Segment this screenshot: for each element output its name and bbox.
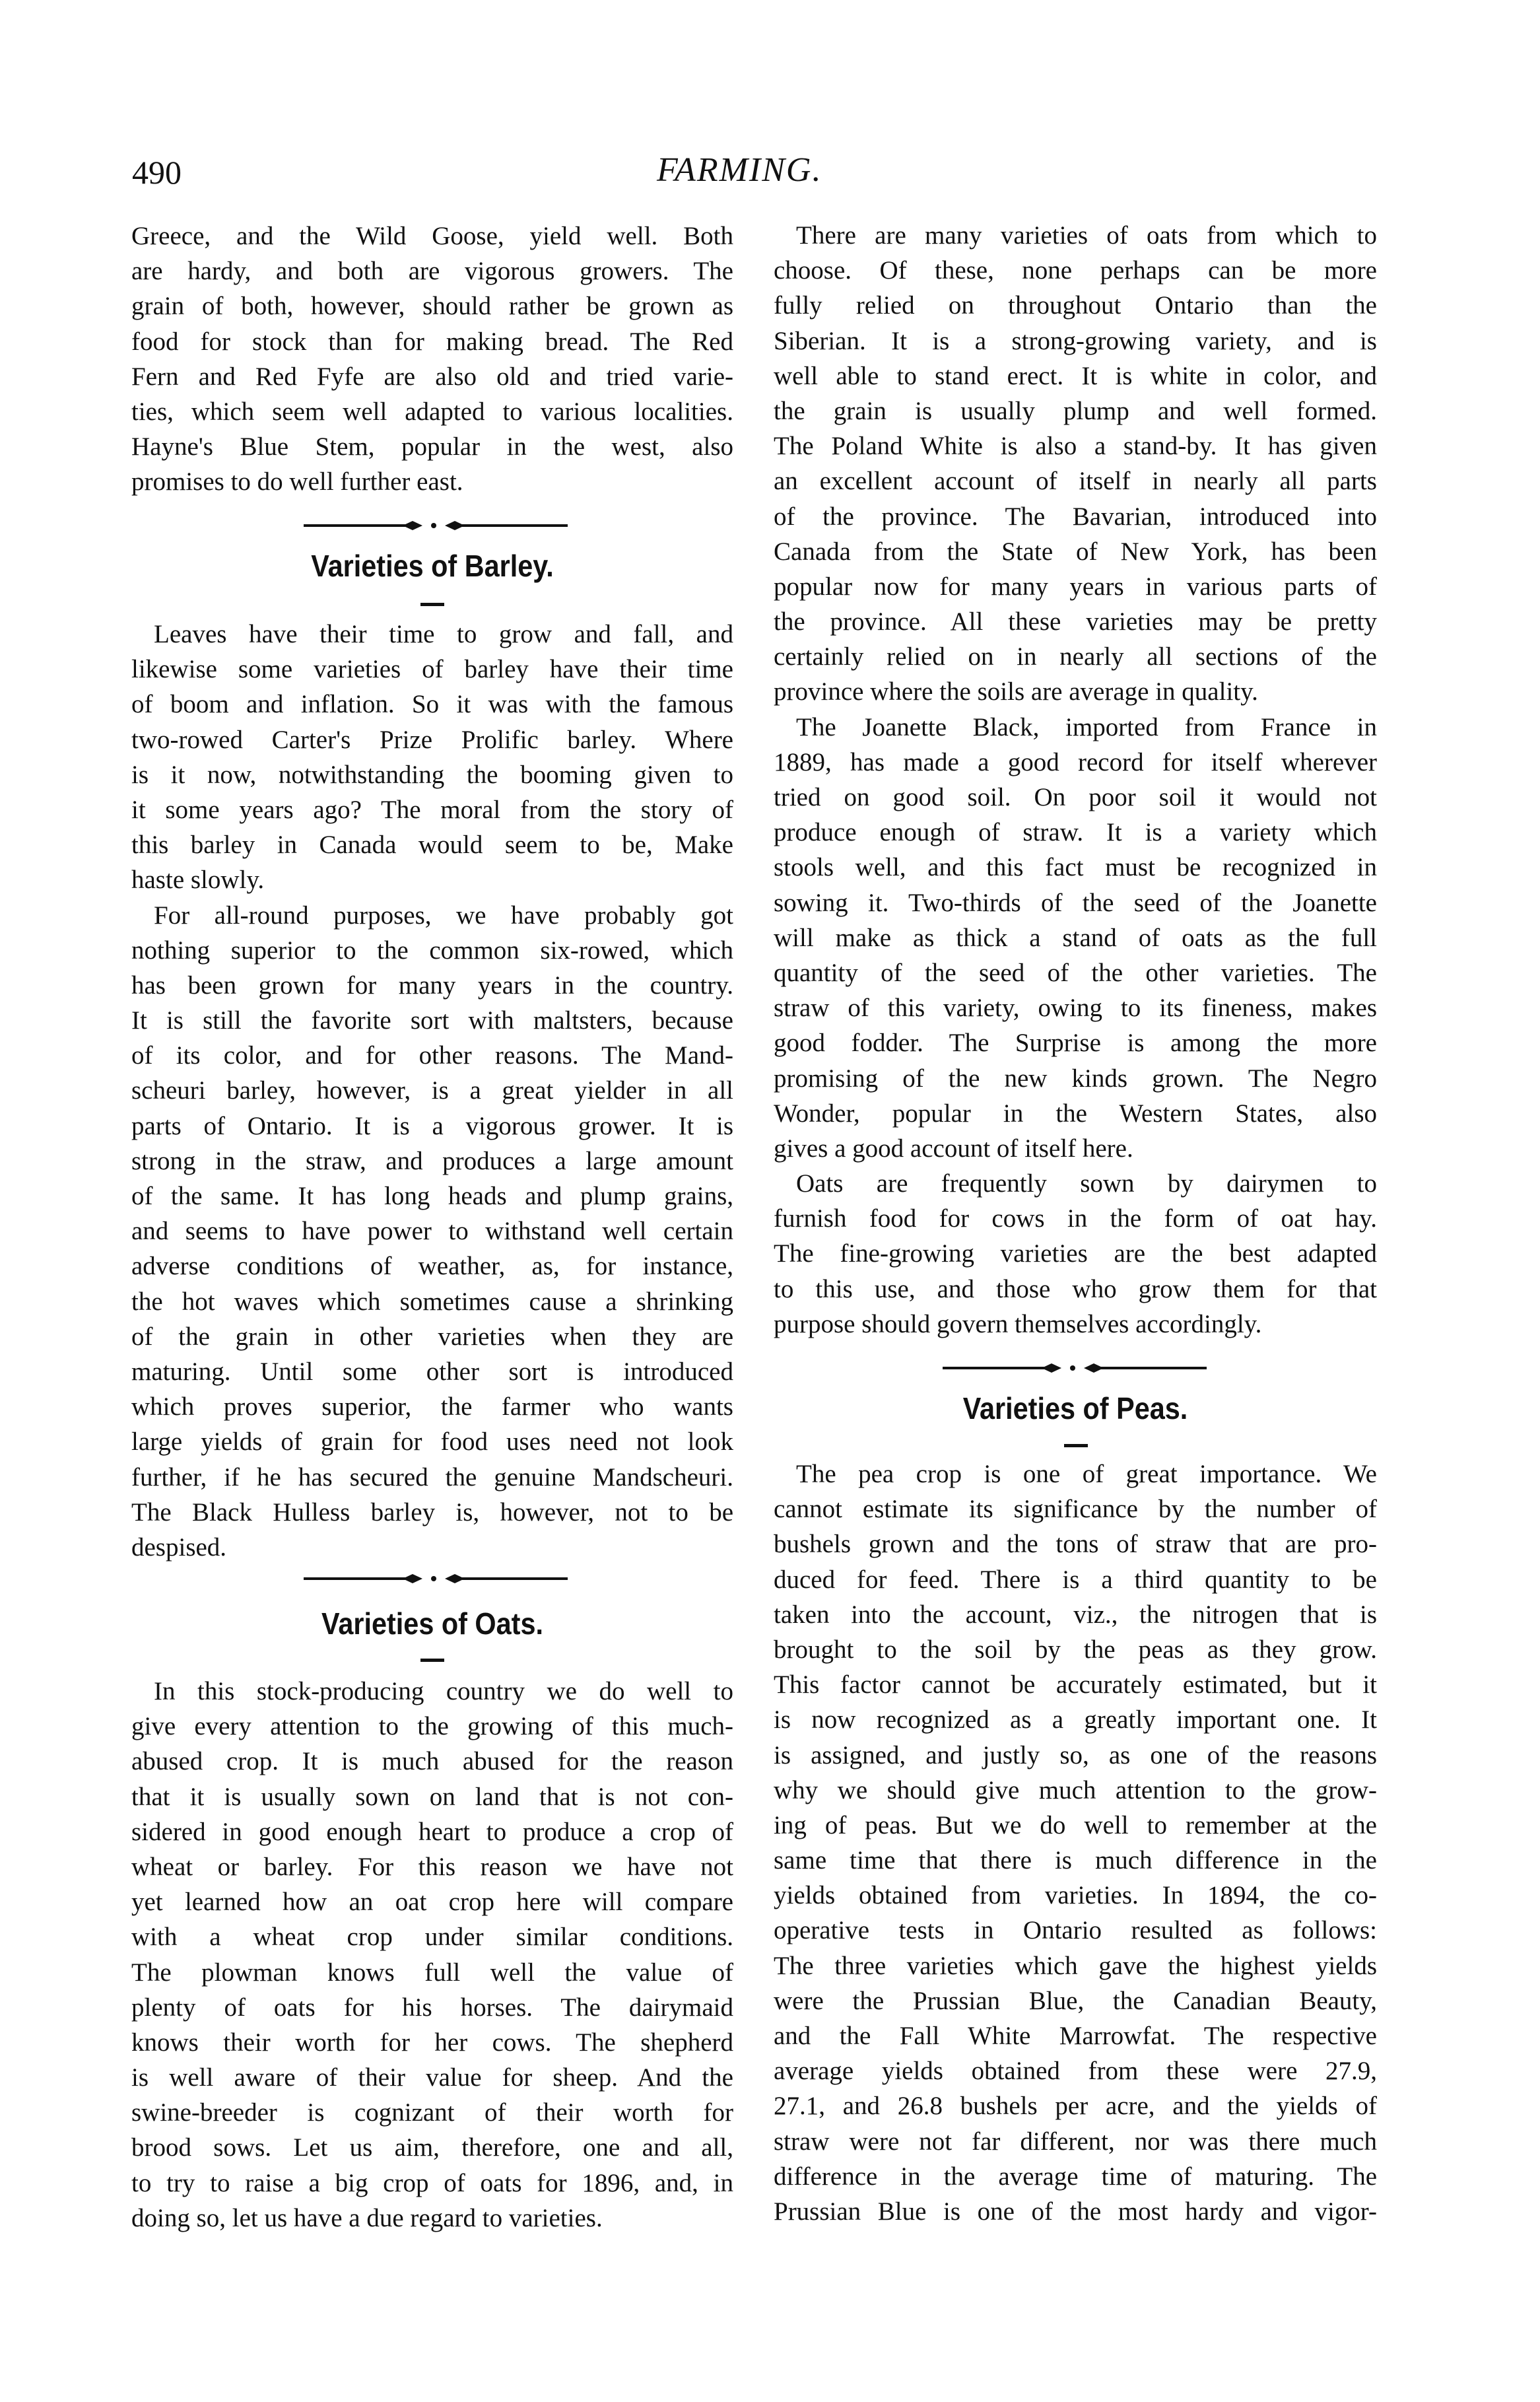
- running-title: FARMING.: [657, 151, 822, 189]
- text-line: same time that there is much difference in the: [774, 1846, 1377, 1875]
- text-line: furnish food for cows in the form of oat hay.: [774, 1204, 1377, 1233]
- text-line: promising of the new kinds grown. The Negro: [774, 1064, 1377, 1093]
- text-line: the hot waves which sometimes cause a shrinking: [131, 1287, 733, 1316]
- text-line: ties, which seem well adapted to various localities.: [131, 397, 733, 426]
- text-line: For all-round purposes, we have probably got: [154, 901, 733, 930]
- text-line: doing so, let us have a due regard to varieties.: [131, 2203, 603, 2232]
- text-line: is assigned, and justly so, as one of the reasons: [774, 1740, 1377, 1769]
- text-line: the province. All these varieties may be pretty: [774, 607, 1377, 636]
- text-line: will make as thick a stand of oats as the full: [774, 923, 1377, 952]
- text-line: The Black Hulless barley is, however, not to be: [131, 1497, 733, 1527]
- text-line: cannot estimate its significance by the number of: [774, 1495, 1377, 1524]
- text-line: of the grain in other varieties when they are: [131, 1322, 733, 1351]
- ornament-divider: [304, 519, 568, 532]
- text-line: 27.1, and 26.8 bushels per acre, and the yields of: [774, 2092, 1377, 2121]
- text-line: likewise some varieties of barley have their time: [131, 655, 733, 684]
- text-line: is now recognized as a greatly important one. It: [774, 1705, 1377, 1734]
- text-line: why we should give much attention to the grow-: [774, 1775, 1377, 1804]
- text-line: nothing superior to the common six-rowed, which: [131, 936, 733, 965]
- text-line: promises to do well further east.: [131, 467, 463, 497]
- heading-peas: Varieties of Peas.: [962, 1391, 1188, 1425]
- text-line: further, if he has secured the genuine Mandscheuri.: [131, 1462, 733, 1492]
- ornament-icon: [304, 1572, 568, 1585]
- text-line: yet learned how an oat crop here will compare: [131, 1888, 733, 1917]
- text-line: In this stock-producing country we do well to: [154, 1677, 733, 1705]
- heading-rule: [1064, 1444, 1088, 1447]
- text-line: Wonder, popular in the Western States, also: [774, 1099, 1377, 1128]
- text-line: Oats are frequently sown by dairymen to: [796, 1169, 1377, 1198]
- text-line: knows their worth for her cows. The shepherd: [131, 2028, 733, 2057]
- text-line: adverse conditions of weather, as, for instance,: [131, 1252, 733, 1281]
- page-number: 490: [132, 154, 182, 191]
- text-line: The Joanette Black, imported from France in: [796, 712, 1377, 741]
- text-line: straw of this variety, owing to its fineness, makes: [774, 994, 1377, 1023]
- text-line: despised.: [131, 1532, 227, 1561]
- text-line: haste slowly.: [131, 866, 265, 895]
- text-line: well able to stand erect. It is white in color, and: [774, 361, 1377, 390]
- text-line: this barley in Canada would seem to be, Make: [131, 831, 733, 860]
- text-line: two-rowed Carter's Prize Prolific barley. Where: [131, 725, 733, 754]
- text-line: tried on good soil. On poor soil it would not: [774, 783, 1377, 811]
- text-line: Prussian Blue is one of the most hardy and vigor-: [774, 2197, 1377, 2226]
- text-line: province where the soils are average in quality.: [774, 677, 1258, 706]
- text-line: average yields obtained from these were 27.9,: [774, 2057, 1377, 2086]
- text-line: bushels grown and the tons of straw that are pro-: [774, 1530, 1377, 1559]
- text-line: fully relied on throughout Ontario than the: [774, 291, 1377, 320]
- text-line: of the province. The Bavarian, introduced into: [774, 502, 1377, 531]
- text-line: gives a good account of itself here.: [774, 1134, 1133, 1163]
- text-line: food for stock than for making bread. The Red: [131, 327, 733, 356]
- ornament-icon: [943, 1361, 1207, 1375]
- text-line: and the Fall White Marrowfat. The respective: [774, 2022, 1377, 2050]
- text-line: popular now for many years in various parts of: [774, 572, 1377, 601]
- text-line: certainly relied on in nearly all sections of the: [774, 642, 1377, 671]
- text-line: operative tests in Ontario resulted as follows:: [774, 1916, 1377, 1945]
- text-line: to this use, and those who grow them for that: [774, 1274, 1377, 1303]
- text-line: large yields of grain for food uses need not look: [131, 1427, 733, 1457]
- text-line: purpose should govern themselves accordingly.: [774, 1309, 1262, 1338]
- text-line: of the same. It has long heads and plump grains,: [131, 1182, 733, 1210]
- text-line: to try to raise a big crop of oats for 1896, and, in: [131, 2168, 733, 2197]
- text-line: plenty of oats for his horses. The dairymaid: [131, 1993, 733, 2022]
- text-line: with a wheat crop under similar conditions.: [131, 1923, 733, 1952]
- text-line: wheat or barley. For this reason we have not: [131, 1852, 733, 1881]
- text-line: The pea crop is one of great importance. We: [796, 1460, 1377, 1488]
- text-line: Canada from the State of New York, has been: [774, 537, 1377, 566]
- section-oats-continued: [774, 218, 1377, 1342]
- section-peas: [774, 1457, 1377, 2229]
- ornament-divider: [304, 1572, 568, 1585]
- text-line: yields obtained from varieties. In 1894, the co-: [774, 1881, 1377, 1910]
- text-line: duced for feed. There is a third quantity to be: [774, 1565, 1377, 1594]
- text-line: ing of peas. But we do well to remember at the: [774, 1810, 1377, 1839]
- text-line: has been grown for many years in the country.: [131, 971, 733, 1000]
- text-line: strong in the straw, and produces a large amount: [131, 1146, 733, 1175]
- text-line: brought to the soil by the peas as they grow.: [774, 1635, 1377, 1664]
- text-line: and seems to have power to withstand well certain: [131, 1217, 733, 1246]
- section-barley: [131, 617, 733, 1565]
- text-line: choose. Of these, none perhaps can be more: [774, 256, 1377, 285]
- text-line: Hayne's Blue Stem, popular in the west, also: [131, 432, 733, 462]
- text-line: an excellent account of itself in nearly all parts: [774, 467, 1377, 496]
- text-line: The three varieties which gave the highest yields: [774, 1951, 1377, 1980]
- text-line: swine-breeder is cognizant of their worth for: [131, 2098, 733, 2127]
- section-oats: [131, 1674, 733, 2236]
- text-line: straw were not far different, nor was there much: [774, 2127, 1377, 2156]
- heading-oats: Varieties of Oats.: [321, 1606, 543, 1641]
- text-line: produce enough of straw. It is a variety which: [774, 818, 1377, 847]
- text-line: grain of both, however, should rather be grown as: [131, 292, 733, 321]
- text-line: taken into the account, viz., the nitrogen that is: [774, 1600, 1377, 1629]
- text-line: Greece, and the Wild Goose, yield well. Both: [131, 222, 733, 250]
- text-line: were the Prussian Blue, the Canadian Beauty,: [774, 1986, 1377, 2015]
- text-line: The plowman knows full well the value of: [131, 1958, 733, 1987]
- text-line: sowing it. Two-thirds of the seed of the Joanette: [774, 888, 1377, 917]
- heading-rule: [420, 603, 444, 606]
- text-line: the grain is usually plump and well formed.: [774, 396, 1377, 425]
- text-line: give every attention to the growing of this much-: [131, 1712, 733, 1741]
- text-line: stools well, and this fact must be recognized in: [774, 853, 1377, 882]
- text-line: scheuri barley, however, is a great yielder in all: [131, 1076, 733, 1105]
- text-line: is it now, notwithstanding the booming given to: [131, 760, 733, 789]
- text-line: it some years ago? The moral from the story of: [131, 795, 733, 824]
- text-line: Siberian. It is a strong-growing variety, and is: [774, 326, 1377, 355]
- text-line: are hardy, and both are vigorous growers. The: [131, 257, 733, 286]
- text-line: which proves superior, the farmer who wants: [131, 1392, 733, 1422]
- text-line: There are many varieties of oats from which to: [796, 221, 1377, 250]
- text-line: of its color, and for other reasons. The Mand-: [131, 1041, 733, 1070]
- text-line: good fodder. The Surprise is among the more: [774, 1029, 1377, 1058]
- text-line: The fine-growing varieties are the best adapted: [774, 1239, 1377, 1268]
- text-line: difference in the average time of maturing. The: [774, 2162, 1377, 2191]
- text-line: that it is usually sown on land that is not con-: [131, 1782, 733, 1811]
- text-line: quantity of the seed of the other varieties. The: [774, 958, 1377, 987]
- text-line: It is still the favorite sort with maltsters, because: [131, 1006, 733, 1035]
- text-line: Fern and Red Fyfe are also old and tried varie-: [131, 362, 733, 391]
- text-line: 1889, has made a good record for itself wherever: [774, 747, 1377, 776]
- text-line: The Poland White is also a stand-by. It has given: [774, 432, 1377, 461]
- text-line: This factor cannot be accurately estimated, but it: [774, 1670, 1377, 1699]
- ornament-icon: [304, 519, 568, 532]
- paragraph-wheat-continuation: [131, 219, 733, 500]
- text-line: sidered in good enough heart to produce a crop of: [131, 1817, 733, 1846]
- text-line: is well aware of their value for sheep. And the: [131, 2063, 733, 2092]
- ornament-divider: [943, 1361, 1207, 1375]
- text-line: abused crop. It is much abused for the reason: [131, 1747, 733, 1776]
- text-line: brood sows. Let us aim, therefore, one and all,: [131, 2133, 733, 2162]
- text-line: of boom and inflation. So it was with the famous: [131, 690, 733, 719]
- text-line: maturing. Until some other sort is introduced: [131, 1357, 733, 1386]
- heading-rule: [420, 1659, 444, 1662]
- text-line: parts of Ontario. It is a vigorous grower. It is: [131, 1111, 733, 1140]
- text-line: Leaves have their time to grow and fall, and: [154, 620, 733, 648]
- heading-barley: Varieties of Barley.: [311, 549, 554, 583]
